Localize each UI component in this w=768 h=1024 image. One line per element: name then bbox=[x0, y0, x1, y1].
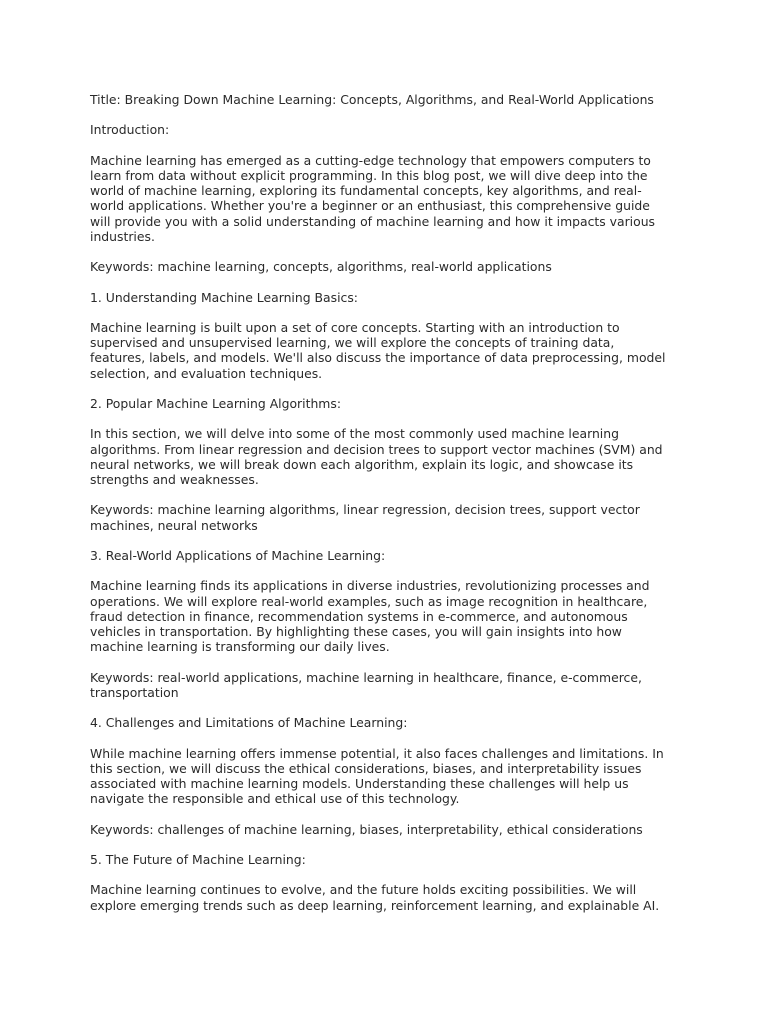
intro-paragraph: Machine learning has emerged as a cutting-edge technology that empowers computers to learn from data without explicit programming. In this blog post, we will dive deep into the world of machine learning, exploring its fundamental concepts, key algorithms, and real- world applications. Whether you're a beginner or an enthusiast, this comprehensive guide will provide you with a solid understanding of machine learning and how it impacts various industries. bbox=[90, 152, 656, 244]
section-3-keywords: Keywords: real-world applications, machine learning in healthcare, finance, e-commerce, transportation bbox=[90, 669, 642, 700]
section-2-keywords: Keywords: machine learning algorithms, linear regression, decision trees, support vector machines, neural networks bbox=[90, 502, 640, 533]
section-4-heading: 4. Challenges and Limitations of Machine Learning: bbox=[90, 715, 408, 731]
section-4-keywords: Keywords: challenges of machine learning, biases, interpretability, ethical considerations bbox=[90, 821, 643, 837]
section-3-heading: 3. Real-World Applications of Machine Learning: bbox=[90, 547, 386, 563]
section-5-heading: 5. The Future of Machine Learning: bbox=[90, 851, 306, 867]
section-2-paragraph: In this section, we will delve into some of the most commonly used machine learning algorithms. From linear regression and decision trees to support vector machines (SVM) and neural networks, we will break down each algorithm, explain its logic, and showcase its strengths and weaknesses. bbox=[90, 426, 663, 487]
document-title: Title: Breaking Down Machine Learning: Concepts, Algorithms, and Real-World Applications bbox=[90, 92, 654, 107]
intro-keywords: Keywords: machine learning, concepts, algorithms, real-world applications bbox=[90, 259, 552, 275]
document-page bbox=[90, 92, 680, 928]
section-1-paragraph: Machine learning is built upon a set of core concepts. Starting with an introduction to supervised and unsupervised learning, we will explore the concepts of training data, features, labels, and models. We'll also discuss the importance of data preprocessing, model selection, and evaluation techniques. bbox=[90, 319, 666, 381]
section-3-paragraph: Machine learning finds its applications in diverse industries, revolutionizing processes and operations. We will explore real-world examples, such as image recognition in healthcare, fraud detection in finance, recommendation systems in e-commerce, and autonomous vehicles in transportation. By highlighting these cases, you will gain insights into how machine learning is transforming our daily lives. bbox=[90, 578, 650, 655]
section-5-paragraph: Machine learning continues to evolve, and the future holds exciting possibilities. We will explore emerging trends such as deep learning, reinforcement learning, and explainable AI. bbox=[90, 882, 660, 913]
section-2-heading: 2. Popular Machine Learning Algorithms: bbox=[90, 395, 342, 411]
intro-heading: Introduction: bbox=[90, 122, 170, 138]
section-1-heading: 1. Understanding Machine Learning Basics: bbox=[90, 289, 358, 305]
section-4-paragraph: While machine learning offers immense potential, it also faces challenges and limitations. In this section, we will discuss the ethical considerations, biases, and interpretability issues associated with machine learning models. Understanding these challenges will help us navigate the responsible and ethical use of this technology. bbox=[90, 745, 664, 807]
